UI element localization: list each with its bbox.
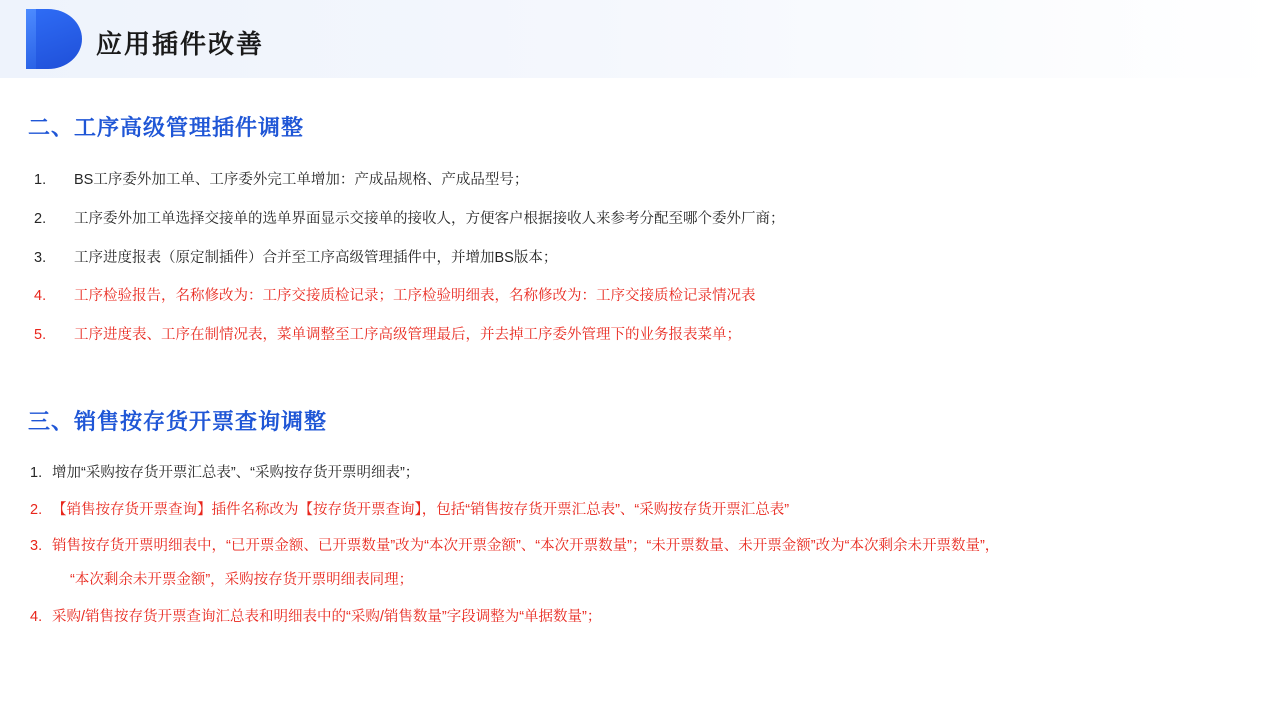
list-item-number: 1. [34,172,47,188]
list-item-text: BS工序委外加工单、工序委外完工单增加：产成品规格、产成品型号； [74,172,529,188]
list-item-text-line1: 销售按存货开票明细表中，“已开票金额、已开票数量”改为“本次开票金额”、“本次开票数量”；“未开票数量、未开票金额”改为“本次剩余未开票数量”， [52,538,1000,555]
list-item-text: 采购/销售按存货开票查询汇总表和明细表中的“采购/销售数量”字段调整为“单据数量”； [52,608,602,625]
section-heading: 二、工序高级管理插件调整 [28,115,305,140]
list-item-text: 工序进度报表（原定制插件）合并至工序高级管理插件中，并增加BS版本； [74,249,558,266]
list-item [30,607,1280,629]
list-item-number: 5. [34,327,47,343]
list-item-number: 4. [30,608,43,625]
list-item-text: 工序委外加工单选择交接单的选单界面显示交接单的接收人，方便客户根据接收人来参考分配至哪个委外厂商； [74,210,785,227]
list-item-number: 2. [34,210,47,227]
list-item [30,536,1280,592]
banner-accent-shape [26,9,82,69]
document-content [0,111,1280,629]
section-list [0,170,1280,347]
list-item [34,248,1280,270]
section-list [0,463,1280,629]
section-process-plugin [0,111,1280,347]
list-item [30,500,1280,522]
list-item-number: 3. [34,249,47,266]
list-item-text: 工序进度表、工序在制情况表，菜单调整至工序高级管理最后，并去掉工序委外管理下的业务报表菜单； [74,327,741,343]
list-item-text: 【销售按存货开票查询】插件名称改为【按存货开票查询】，包括“销售按存货开票汇总表”、“采购按存货开票汇总表” [52,501,790,518]
list-item [34,286,1280,308]
list-item-text-line2: “本次剩余未开票金额”，采购按存货开票明细表同理； [70,572,414,588]
section-invoice-query [0,405,1280,629]
list-item-number: 2. [30,501,43,518]
list-item-text: 增加“采购按存货开票汇总表”、“采购按存货开票明细表”； [52,464,420,481]
list-item [34,325,1280,347]
list-item-text [52,536,1242,592]
page-title: 应用插件改善 [96,29,265,59]
list-item-number: 3. [30,538,43,555]
list-item-number: 4. [34,288,47,305]
page-banner [0,0,1280,78]
list-item [30,463,1280,485]
list-item-text: 工序检验报告，名称修改为：工序交接质检记录；工序检验明细表，名称修改为：工序交接质检记录情况表 [74,288,756,305]
section-heading: 三、销售按存货开票查询调整 [28,408,328,434]
list-item-number: 1. [30,464,43,481]
list-item [34,209,1280,231]
list-item [34,170,1280,192]
